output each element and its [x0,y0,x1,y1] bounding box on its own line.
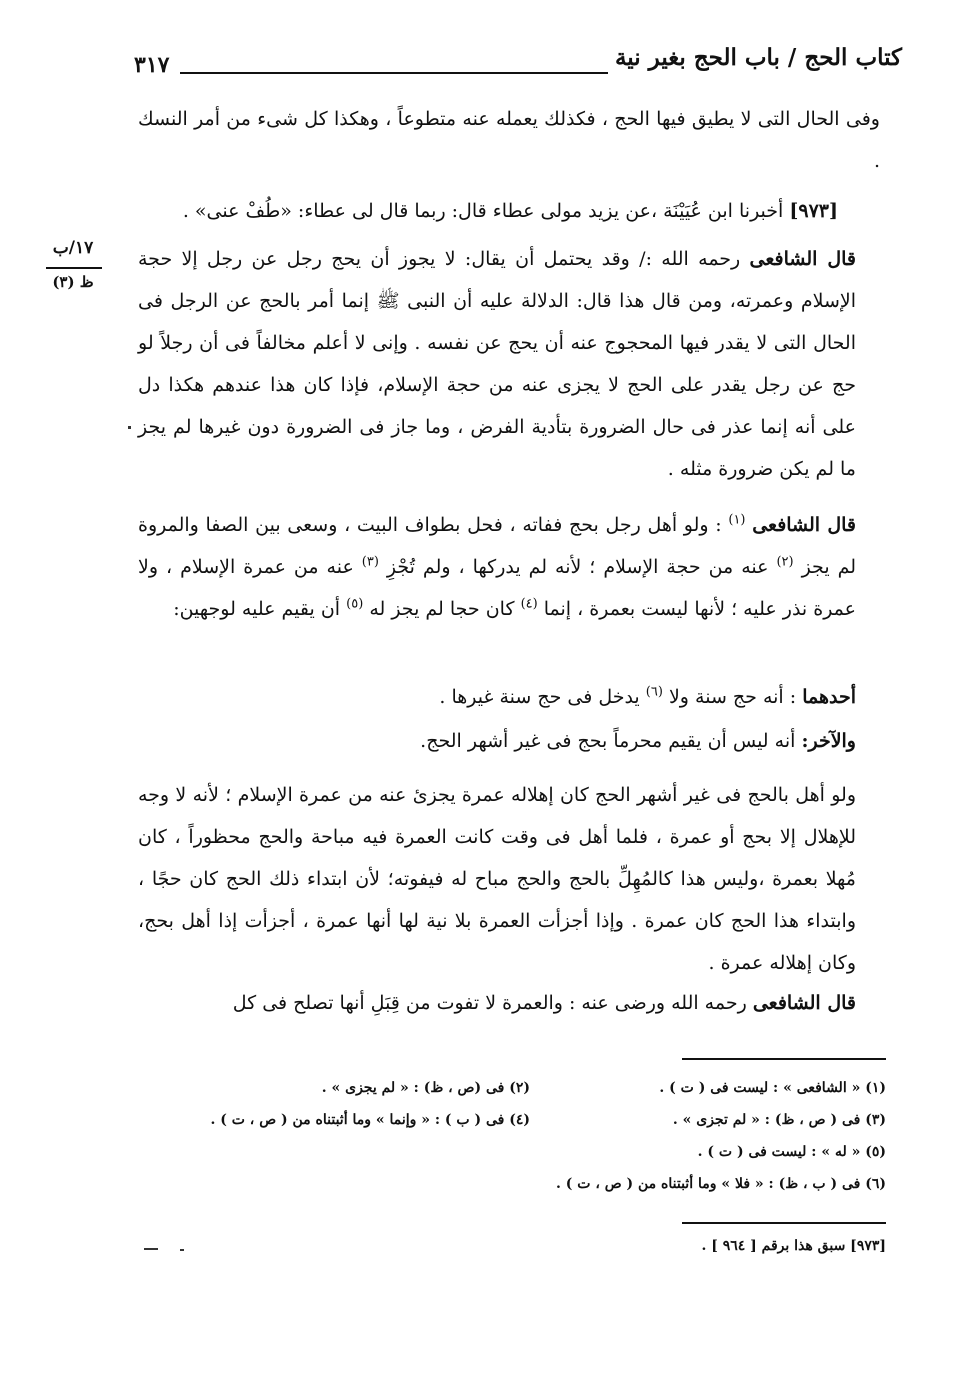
scan-speck [144,1248,158,1250]
hadith-text: أخبرنا ابن عُيَيْنَة ،عن يزيد مولى عطاء قال: ربما قال لى عطاء: «طُفْ عنى» . [182,200,784,222]
footnote-rule [682,1058,886,1060]
speaker-label: قال الشافعى [752,514,857,536]
paragraph-4-text-2: عنه من حجة الإسلام ؛ لأنه لم يدركها ، ولم تُجْزِ [386,556,769,578]
paragraph-4-text-1: : ولو أهل رجل بحج ففاته ، فحل بطواف البيت ، وسعى بين الصفا والمروة لم يجز [138,514,857,578]
margin-note-folio: ١٧/ب [52,238,94,258]
running-header: كتاب الحج / باب الحج بغير نية [614,44,902,71]
header-rule [180,72,608,74]
hadith-number: [٩٧٣] [789,200,838,222]
scan-speck [128,426,131,429]
speaker-label: قال الشافعى [749,248,856,270]
footnote-3: (٣) فى ( ص ، ظ) : « لم تجزى » . [672,1112,886,1128]
page-number: ٣١٧ [134,52,170,78]
paragraph-4-text-5: أن يقيم عليه لوجهين: [173,598,341,620]
paragraph-7: ولو أهل بالحج فى غير أشهر الحج كان إهلاله عمرة يجزئ عنه من عمرة الإسلام ؛ لأنه لا وجه للإهلال إلا بحج أو عمرة ، فلما أهل فى وقت كانت العمرة فيه مباحة والحج محظوراً ، كان مُهلا بعمرة ،وليس هذا كالمُهِلِّ بالحج والحج مباح له فيفوته؛ لأن ابتداء ذلك الحج كان حجًا ، وابتداء هذا الحج كان عمرة . وإذا أجزأت العمرة بلا نية لها أنها عمرة ، أجزأت إذا أهل بحج، وكان إهلاله عمرة . [138,784,856,974]
item-label-first: أحدهما [802,686,856,708]
footnote-ref-6: (٦) [645,684,663,700]
paragraph-8-text: رحمه الله ورضى عنه : والعمرة لا تفوت من قِبَلِ أنها تصلح فى كل [232,992,747,1014]
footnote-4: (٤) فى ( ب ) : « وإنما » وما أثبتناه من ( ص ، ت ) . [210,1112,530,1128]
paragraph-hadith-973 [138,190,838,232]
paragraph-3-text: رحمه الله :/ وقد يحتمل أن يقال: لا يجوز أن يحج رجل عن رجل إلا حجة الإسلام وعمرته، ومن قال هذا قال: الدلالة عليه أن النبى ﷺ إنما أمر بالحج عن الرجل فى الحال التى لا يقدر فيها المحجوج عنه أن يحج عن نفسه . وإنى لا أعلم مخالفاً فى أن رجلاً لو حج عن رجل يقدر على الحج لا يجزى عنه من حجة الإسلام، فإذا كان هذا عندهم هكذا دل على أنه إنما عذر فى حال الضرورة بتأدية الفرض ، وما جاز فى الضرورة دون غيرها لم يجز ما لم يكن ضرورة مثله . [138,248,856,480]
paragraph-1: وفى الحال التى لا يطيق فيها الحج ، فكذلك يعمله عنه متطوعاً ، وهكذا كل شىء من أمر النسك . [138,108,880,172]
paragraph-5 [138,676,856,718]
scan-speck [180,1249,184,1251]
footnote-ref-4: (٤) [520,596,538,612]
paragraph-8 [138,982,856,1024]
footnote-2: (٢) فى (ص ، ظ) : « لم يجزى » . [321,1080,530,1096]
paragraph-4 [138,504,856,630]
footnote-ref-2: (٢) [776,554,794,570]
margin-note-manuscript: ظ (٣) [52,273,94,291]
footnote-5: (٥) « له » : ليست فى ( ت ) . [697,1144,886,1160]
footnote-1: (١) « الشافعى » : ليست فى ( ت ) . [659,1080,886,1096]
margin-note-rule [46,267,102,269]
paragraph-4-text-3: عنه من عمرة الإسلام ، ولا عمرة نذر عليه ؛ لأنها ليست بعمرة ، إنما [138,556,856,620]
speaker-label: قال الشافعى [752,992,856,1014]
source-note: [٩٧٣] سبق هذا برقم [ ٩٦٤ ] . [701,1238,886,1254]
paragraph-6-text: أنه ليس أن يقيم محرماً بحج فى غير أشهر الحج. [420,730,796,752]
footnote-ref-5: (٥) [346,596,364,612]
item-label-second: والآخر: [801,730,856,752]
paragraph-5-text-1: : أنه حج سنة ولا [668,686,797,708]
paragraph-3 [138,238,856,490]
paragraph-6 [138,720,856,762]
footnote-6: (٦) فى ( ب ، ظ) : « فلا » وما أثبتناه من ( ص ، ت ) . [556,1176,886,1192]
footnote-ref-3: (٣) [361,554,379,570]
source-note-rule [682,1222,886,1224]
paragraph-5-text-2: يدخل فى حج سنة غيرها . [439,686,640,708]
footnote-ref-1: (١) [728,512,746,528]
paragraph-4-text-4: كان حجا لم يجز له [369,598,515,620]
